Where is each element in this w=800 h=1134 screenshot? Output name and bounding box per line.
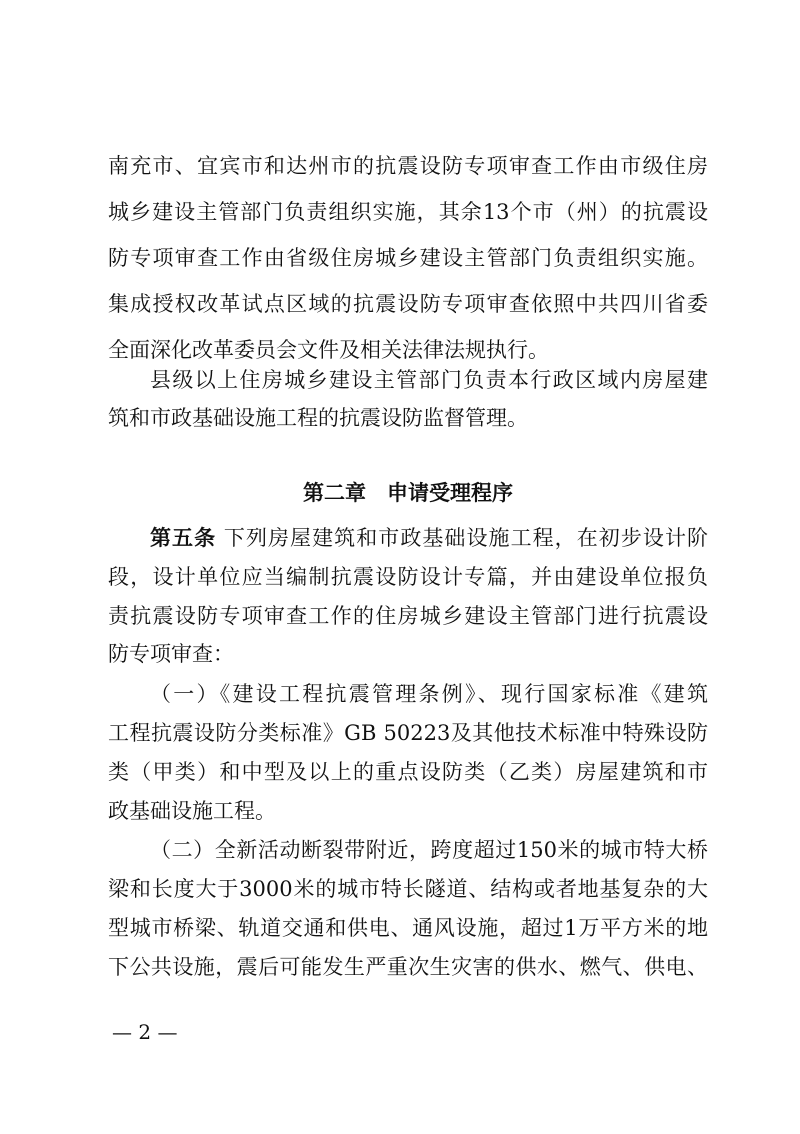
page-number: — 2 —	[112, 1020, 178, 1044]
paragraph-line: 筑和市政基础设施工程的抗震设防监督管理。	[108, 406, 528, 430]
paragraph-line: 集成授权改革试点区域的抗震设防专项审查依照中共四川省委	[108, 292, 708, 316]
article-label: 第五条	[150, 526, 217, 550]
article-first-line	[150, 518, 708, 558]
paragraph-line: 防专项审查：	[108, 642, 234, 666]
paragraph-line: 责抗震设防专项审查工作的住房城乡建设主管部门进行抗震设	[108, 604, 708, 628]
list-item-line: 梁和长度大于3000米的城市特长隧道、结构或者地基复杂的大	[108, 877, 708, 901]
paragraph-line: 全面深化改革委员会文件及相关法律法规执行。	[108, 338, 549, 362]
list-item-line: （一）《建设工程抗震管理条例》、现行国家标准《建筑	[150, 682, 708, 706]
paragraph-line: 县级以上住房城乡建设主管部门负责本行政区域内房屋建	[150, 368, 708, 392]
list-item-line: 下公共设施，震后可能发生严重次生灾害的供水、燃气、供电、	[108, 955, 708, 979]
paragraph-line: 防专项审查工作由省级住房城乡建设主管部门负责组织实施。	[108, 246, 708, 270]
paragraph-line: 南充市、宜宾市和达州市的抗震设防专项审查工作由市级住房	[108, 154, 708, 178]
paragraph-line: 段，设计单位应当编制抗震设防设计专篇，并由建设单位报负	[108, 565, 708, 589]
list-item-line: 类（甲类）和中型及以上的重点设防类（乙类）房屋建筑和市	[108, 760, 708, 784]
list-item-line: 工程抗震设防分类标准》GB 50223及其他技术标准中特殊设防	[108, 721, 708, 745]
article-text: 下列房屋建筑和市政基础设施工程，在初步设计阶	[216, 526, 708, 550]
list-item-line: （二）全新活动断裂带附近，跨度超过150米的城市特大桥	[150, 838, 708, 862]
list-item-line: 型城市桥梁、轨道交通和供电、通风设施，超过1万平方米的地	[108, 916, 708, 940]
paragraph-line: 城乡建设主管部门负责组织实施，其余13个市（州）的抗震设	[108, 200, 708, 224]
list-item-line: 政基础设施工程。	[108, 799, 276, 823]
chapter-heading: 第二章 申请受理程序	[303, 481, 513, 505]
